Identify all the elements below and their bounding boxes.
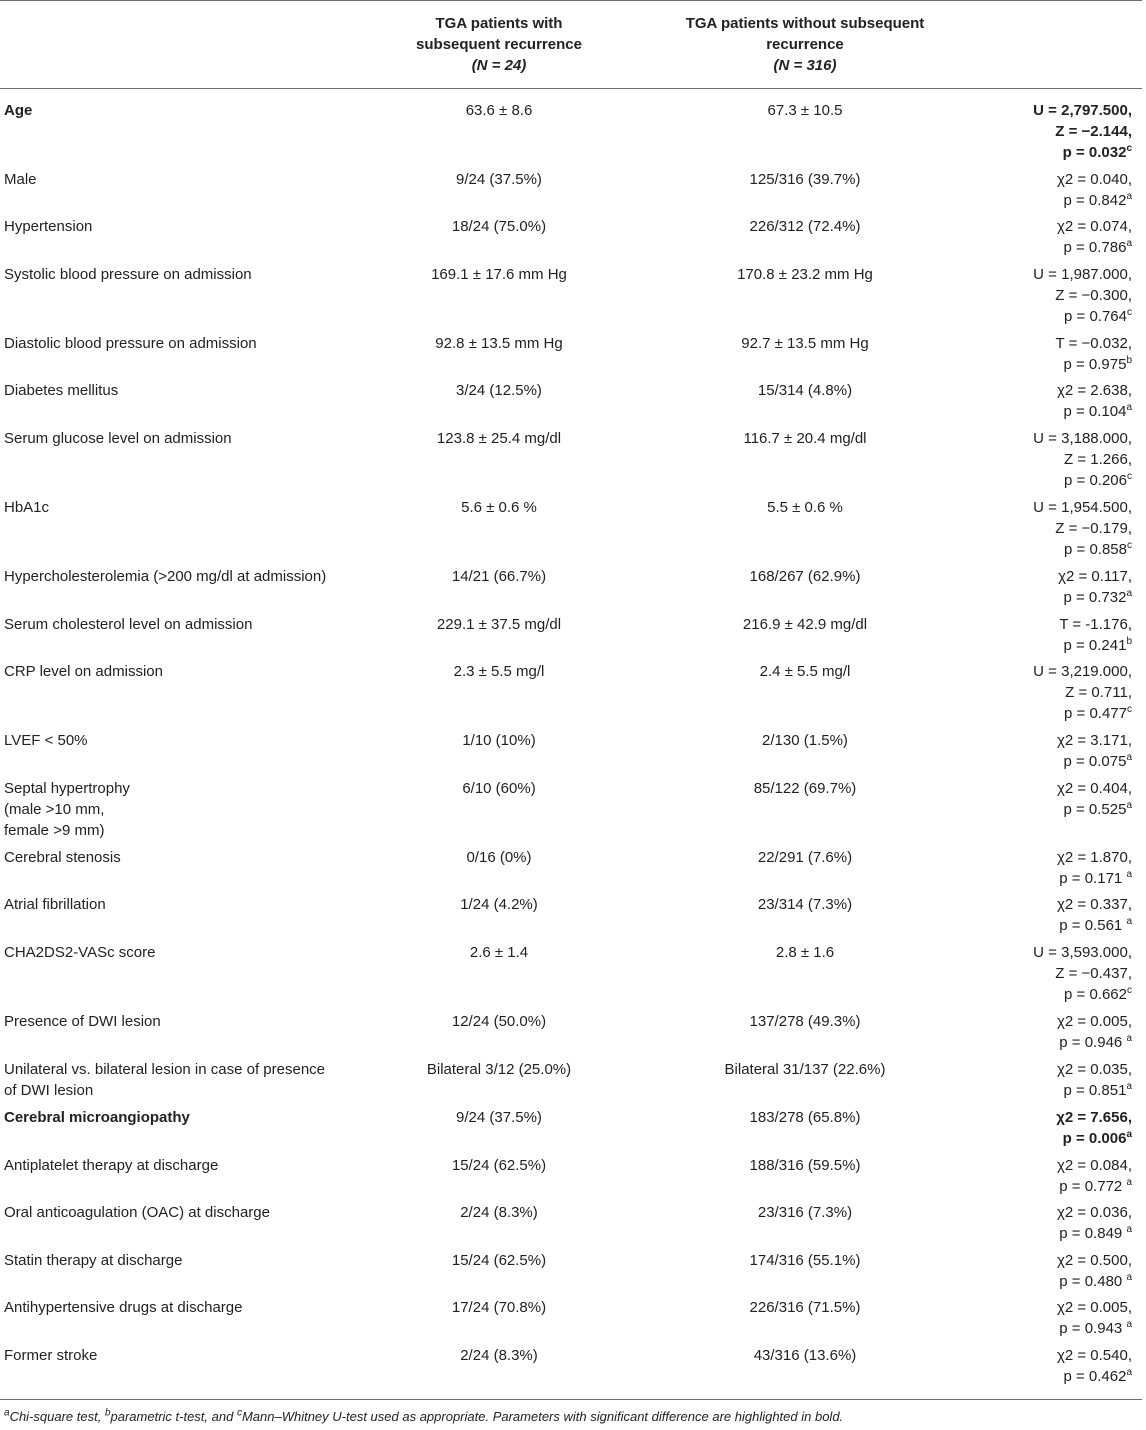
row-recurrence-value: 12/24 (50.0%) xyxy=(451,1013,547,1030)
row-no-recurrence-value: 170.8 ± 23.2 mm Hg xyxy=(737,266,873,283)
test-footnote-mark: a xyxy=(1126,191,1132,202)
test-footnote-mark: a xyxy=(1126,402,1132,413)
row-no-recurrence-value: 188/316 (59.5%) xyxy=(749,1157,861,1174)
row-no-recurrence-value: 23/316 (7.3%) xyxy=(757,1204,853,1221)
row-label: Cerebral microangiopathy xyxy=(4,1109,190,1126)
test-footnote-mark: a xyxy=(1126,1319,1132,1330)
header-no-recurrence-line2: recurrence xyxy=(766,36,844,53)
row-label: Antihypertensive drugs at discharge xyxy=(4,1299,243,1316)
statistic-line xyxy=(940,661,1132,682)
row-recurrence-value: Bilateral 3/12 (25.0%) xyxy=(426,1061,572,1078)
row-statistic xyxy=(940,1202,1132,1244)
statistic-text: χ2 = 2.638, xyxy=(1056,382,1132,399)
statistic-text: U = 1,954.500, xyxy=(1033,499,1132,516)
row-label: Hypertension xyxy=(4,218,93,235)
row-no-recurrence-value: 15/314 (4.8%) xyxy=(757,382,853,399)
statistic-text: p = 0.104 xyxy=(1063,403,1127,420)
row-recurrence-value: 1/24 (4.2%) xyxy=(460,896,538,913)
footnote-c-text: Mann–Whitney U-test used as appropriate. Parameters with significant difference are highlighted in bold. xyxy=(241,1409,844,1424)
statistic-line xyxy=(940,847,1132,868)
statistic-line xyxy=(940,237,1132,258)
row-statistic xyxy=(940,1250,1132,1292)
statistic-line xyxy=(940,1176,1132,1197)
row-label: Former stroke xyxy=(4,1347,98,1364)
header-recurrence-n: (N = 24) xyxy=(471,57,527,74)
statistic-text: χ2 = 0.540, xyxy=(1056,1347,1132,1364)
row-label: CRP level on admission xyxy=(4,663,163,680)
statistic-text: U = 3,593.000, xyxy=(1033,944,1132,961)
row-recurrence-value: 18/24 (75.0%) xyxy=(451,218,547,235)
footnote-b-text: parametric t-test, and xyxy=(110,1409,237,1424)
header-no-recurrence-line1: TGA patients without subsequent xyxy=(685,15,925,32)
row-label: Systolic blood pressure on admission xyxy=(4,266,252,283)
row-statistic xyxy=(940,169,1132,211)
statistic-line xyxy=(940,730,1132,751)
statistic-line xyxy=(940,401,1132,422)
row-label: Diabetes mellitus xyxy=(4,382,119,399)
row-statistic xyxy=(940,1345,1132,1387)
statistic-text: T = −0.032, xyxy=(1055,335,1132,352)
row-statistic xyxy=(940,566,1132,608)
header-rule xyxy=(0,88,1142,89)
statistic-text: Z = −0.179, xyxy=(1055,520,1132,537)
row-no-recurrence-value: 22/291 (7.6%) xyxy=(757,849,853,866)
statistic-line xyxy=(940,1366,1132,1387)
statistic-text: p = 0.858 xyxy=(1064,541,1127,558)
statistic-line xyxy=(940,1202,1132,1223)
header-no-recurrence xyxy=(676,13,934,76)
test-footnote-mark: a xyxy=(1126,1177,1132,1188)
statistic-line xyxy=(940,169,1132,190)
statistic-text: p = 0.561 xyxy=(1059,917,1127,934)
statistic-text: χ2 = 1.870, xyxy=(1056,849,1132,866)
row-statistic xyxy=(940,661,1132,724)
statistic-text: p = 0.732 xyxy=(1063,589,1127,606)
test-footnote-mark: c xyxy=(1127,704,1132,715)
row-statistic xyxy=(940,428,1132,491)
row-recurrence-value: 9/24 (37.5%) xyxy=(456,171,542,188)
statistic-text: χ2 = 0.074, xyxy=(1056,218,1132,235)
statistic-text: p = 0.975 xyxy=(1063,356,1127,373)
statistic-line xyxy=(940,333,1132,354)
statistic-line xyxy=(940,1059,1132,1080)
statistic-text: U = 2,797.500, xyxy=(1033,102,1132,119)
test-footnote-mark: c xyxy=(1127,471,1132,482)
row-statistic xyxy=(940,1059,1132,1101)
test-footnote-mark: a xyxy=(1126,1081,1132,1092)
statistic-text: p = 0.206 xyxy=(1064,472,1127,489)
statistic-line xyxy=(940,100,1132,121)
statistic-line xyxy=(940,1318,1132,1339)
statistic-text: p = 0.842 xyxy=(1063,192,1127,209)
test-footnote-mark: a xyxy=(1126,1129,1132,1140)
row-recurrence-value: 169.1 ± 17.6 mm Hg xyxy=(431,266,567,283)
row-label: Hypercholesterolemia (>200 mg/dl at admission) xyxy=(4,568,327,585)
statistic-line xyxy=(940,984,1132,1005)
row-recurrence-value: 229.1 ± 37.5 mg/dl xyxy=(436,616,562,633)
row-recurrence-value: 9/24 (37.5%) xyxy=(456,1109,542,1126)
row-recurrence-value: 2/24 (8.3%) xyxy=(460,1204,538,1221)
statistic-text: p = 0.171 xyxy=(1059,870,1127,887)
statistic-text: p = 0.764 xyxy=(1064,308,1127,325)
statistic-line xyxy=(940,470,1132,491)
statistic-text: p = 0.006 xyxy=(1062,1130,1127,1147)
test-footnote-mark: a xyxy=(1126,869,1132,880)
row-no-recurrence-value: 137/278 (49.3%) xyxy=(749,1013,861,1030)
row-no-recurrence-value: 168/267 (62.9%) xyxy=(749,568,861,585)
footnote-mark-c: c xyxy=(236,1407,242,1419)
statistic-line xyxy=(940,799,1132,820)
row-statistic xyxy=(940,614,1132,656)
row-no-recurrence-value: 183/278 (65.8%) xyxy=(749,1109,861,1126)
row-label: Unilateral vs. bilateral lesion in case of presence of DWI lesion xyxy=(4,1061,325,1099)
row-no-recurrence-value: Bilateral 31/137 (22.6%) xyxy=(724,1061,886,1078)
test-footnote-mark: a xyxy=(1126,916,1132,927)
statistic-line xyxy=(940,915,1132,936)
row-statistic xyxy=(940,100,1132,163)
row-statistic xyxy=(940,778,1132,820)
statistic-line xyxy=(940,1345,1132,1366)
row-label: LVEF < 50% xyxy=(4,732,88,749)
statistic-line xyxy=(940,354,1132,375)
row-statistic xyxy=(940,894,1132,936)
test-footnote-mark: a xyxy=(1126,238,1132,249)
header-recurrence xyxy=(368,13,630,76)
statistic-line xyxy=(940,587,1132,608)
test-footnote-mark: c xyxy=(1127,540,1132,551)
row-label: Atrial fibrillation xyxy=(4,896,106,913)
statistic-line xyxy=(940,1011,1132,1032)
row-no-recurrence-value: 2.8 ± 1.6 xyxy=(775,944,835,961)
row-label: Serum cholesterol level on admission xyxy=(4,616,253,633)
test-footnote-mark: a xyxy=(1126,1033,1132,1044)
row-recurrence-value: 123.8 ± 25.4 mg/dl xyxy=(436,430,562,447)
row-recurrence-value: 2/24 (8.3%) xyxy=(460,1347,538,1364)
statistic-text: χ2 = 0.040, xyxy=(1056,171,1132,188)
test-footnote-mark: a xyxy=(1126,588,1132,599)
test-footnote-mark: a xyxy=(1126,752,1132,763)
statistic-text: p = 0.772 xyxy=(1059,1178,1127,1195)
row-statistic xyxy=(940,216,1132,258)
statistic-text: p = 0.849 xyxy=(1059,1225,1127,1242)
statistic-text: p = 0.462 xyxy=(1063,1368,1127,1385)
statistic-line xyxy=(940,264,1132,285)
statistic-text: χ2 = 0.404, xyxy=(1056,780,1132,797)
row-recurrence-value: 17/24 (70.8%) xyxy=(451,1299,547,1316)
statistic-line xyxy=(940,121,1132,142)
row-statistic xyxy=(940,333,1132,375)
statistic-text: U = 3,219.000, xyxy=(1033,663,1132,680)
row-no-recurrence-value: 43/316 (13.6%) xyxy=(753,1347,857,1364)
row-label: Presence of DWI lesion xyxy=(4,1013,161,1030)
statistic-line xyxy=(940,868,1132,889)
row-no-recurrence-value: 226/316 (71.5%) xyxy=(749,1299,861,1316)
row-no-recurrence-value: 226/312 (72.4%) xyxy=(749,218,861,235)
statistic-text: p = 0.241 xyxy=(1063,637,1127,654)
statistic-text: p = 0.662 xyxy=(1064,986,1127,1003)
statistic-line xyxy=(940,942,1132,963)
row-no-recurrence-value: 85/122 (69.7%) xyxy=(753,780,857,797)
statistic-text: χ2 = 0.337, xyxy=(1056,896,1132,913)
row-no-recurrence-value: 116.7 ± 20.4 mg/dl xyxy=(743,430,867,447)
row-statistic xyxy=(940,1011,1132,1053)
table-footnote xyxy=(4,1408,1142,1426)
statistic-text: Z = −2.144, xyxy=(1055,123,1132,140)
row-label: Antiplatelet therapy at discharge xyxy=(4,1157,219,1174)
footnote-mark-b: b xyxy=(104,1407,111,1419)
statistic-line xyxy=(940,428,1132,449)
statistic-text: χ2 = 0.035, xyxy=(1056,1061,1132,1078)
row-recurrence-value: 15/24 (62.5%) xyxy=(451,1252,547,1269)
statistic-line xyxy=(940,539,1132,560)
statistic-text: p = 0.946 xyxy=(1059,1034,1127,1051)
statistic-text: χ2 = 0.117, xyxy=(1058,568,1132,585)
row-no-recurrence-value: 125/316 (39.7%) xyxy=(749,171,861,188)
row-no-recurrence-value: 216.9 ± 42.9 mg/dl xyxy=(742,616,868,633)
row-recurrence-value: 14/21 (66.7%) xyxy=(451,568,547,585)
statistic-line xyxy=(940,306,1132,327)
test-footnote-mark: b xyxy=(1126,355,1132,366)
row-recurrence-value: 2.6 ± 1.4 xyxy=(469,944,529,961)
statistic-line xyxy=(940,894,1132,915)
statistic-line xyxy=(940,1080,1132,1101)
statistic-text: χ2 = 3.171, xyxy=(1056,732,1132,749)
row-label: Male xyxy=(4,171,37,188)
row-recurrence-value: 92.8 ± 13.5 mm Hg xyxy=(435,335,563,352)
row-statistic xyxy=(940,942,1132,1005)
statistic-text: χ2 = 0.005, xyxy=(1056,1013,1132,1030)
header-recurrence-line1: TGA patients with xyxy=(435,15,563,32)
statistic-text: χ2 = 0.084, xyxy=(1056,1157,1132,1174)
statistic-line xyxy=(940,1223,1132,1244)
statistic-line xyxy=(940,566,1132,587)
row-recurrence-value: 15/24 (62.5%) xyxy=(451,1157,547,1174)
row-recurrence-value: 6/10 (60%) xyxy=(462,780,536,797)
row-label: Diastolic blood pressure on admission xyxy=(4,335,257,352)
statistic-line xyxy=(940,285,1132,306)
test-footnote-mark: c xyxy=(1127,307,1132,318)
row-no-recurrence-value: 174/316 (55.1%) xyxy=(749,1252,861,1269)
test-footnote-mark: a xyxy=(1126,1367,1132,1378)
test-footnote-mark: a xyxy=(1126,1224,1132,1235)
row-label: HbA1c xyxy=(4,499,50,516)
statistic-line xyxy=(940,142,1132,163)
statistic-line xyxy=(940,682,1132,703)
statistic-line xyxy=(940,751,1132,772)
test-footnote-mark: c xyxy=(1126,143,1132,154)
statistic-text: χ2 = 0.005, xyxy=(1056,1299,1132,1316)
statistic-text: p = 0.075 xyxy=(1063,753,1127,770)
row-recurrence-value: 5.6 ± 0.6 % xyxy=(461,499,537,516)
row-statistic xyxy=(940,1297,1132,1339)
statistic-text: p = 0.480 xyxy=(1059,1273,1127,1290)
statistic-line xyxy=(940,497,1132,518)
row-recurrence-value: 2.3 ± 5.5 mg/l xyxy=(453,663,545,680)
statistic-line xyxy=(940,1297,1132,1318)
test-footnote-mark: a xyxy=(1126,800,1132,811)
row-recurrence-value: 1/10 (10%) xyxy=(462,732,536,749)
row-no-recurrence-value: 23/314 (7.3%) xyxy=(757,896,853,913)
statistic-line xyxy=(940,380,1132,401)
statistic-line xyxy=(940,1250,1132,1271)
row-statistic xyxy=(940,1107,1132,1149)
row-statistic xyxy=(940,730,1132,772)
statistic-text: χ2 = 0.036, xyxy=(1056,1204,1132,1221)
row-label: Septal hypertrophy (male >10 mm, female >9 mm) xyxy=(4,780,130,839)
row-recurrence-value: 3/24 (12.5%) xyxy=(456,382,542,399)
footnote-a-text: Chi-square test, xyxy=(9,1409,105,1424)
statistic-line xyxy=(940,614,1132,635)
statistic-line xyxy=(940,1032,1132,1053)
table-bottom-rule xyxy=(0,1399,1142,1400)
statistic-text: χ2 = 7.656, xyxy=(1056,1109,1132,1126)
row-label: Serum glucose level on admission xyxy=(4,430,232,447)
statistic-text: p = 0.851 xyxy=(1063,1082,1127,1099)
header-recurrence-line2: subsequent recurrence xyxy=(416,36,582,53)
statistic-text: U = 3,188.000, xyxy=(1033,430,1132,447)
row-label: Cerebral stenosis xyxy=(4,849,121,866)
test-footnote-mark: a xyxy=(1126,1272,1132,1283)
test-footnote-mark: c xyxy=(1127,985,1132,996)
statistic-text: p = 0.032 xyxy=(1062,144,1127,161)
row-no-recurrence-value: 2/130 (1.5%) xyxy=(762,732,848,749)
statistic-text: U = 1,987.000, xyxy=(1033,266,1132,283)
statistic-text: χ2 = 0.500, xyxy=(1056,1252,1132,1269)
row-no-recurrence-value: 5.5 ± 0.6 % xyxy=(767,499,843,516)
statistic-line xyxy=(940,1128,1132,1149)
row-statistic xyxy=(940,380,1132,422)
row-label: Statin therapy at discharge xyxy=(4,1252,183,1269)
statistic-line xyxy=(940,190,1132,211)
statistic-line xyxy=(940,1271,1132,1292)
statistic-text: Z = 1.266, xyxy=(1064,451,1132,468)
row-recurrence-value: 63.6 ± 8.6 xyxy=(465,102,533,119)
statistic-line xyxy=(940,1107,1132,1128)
row-label: Age xyxy=(4,102,33,119)
test-footnote-mark: b xyxy=(1126,636,1132,647)
statistic-line xyxy=(940,635,1132,656)
row-label: CHA2DS2-VASc score xyxy=(4,944,156,961)
row-no-recurrence-value: 92.7 ± 13.5 mm Hg xyxy=(741,335,869,352)
statistic-line xyxy=(940,1155,1132,1176)
row-label: Oral anticoagulation (OAC) at discharge xyxy=(4,1204,270,1221)
row-recurrence-value: 0/16 (0%) xyxy=(466,849,532,866)
statistic-text: Z = 0.711, xyxy=(1065,684,1132,701)
row-no-recurrence-value: 67.3 ± 10.5 xyxy=(767,102,843,119)
statistic-text: p = 0.943 xyxy=(1059,1320,1127,1337)
statistic-text: p = 0.477 xyxy=(1064,705,1127,722)
footnote-mark-a: a xyxy=(4,1407,10,1419)
header-no-recurrence-n: (N = 316) xyxy=(773,57,837,74)
row-no-recurrence-value: 2.4 ± 5.5 mg/l xyxy=(759,663,851,680)
statistic-text: p = 0.525 xyxy=(1063,801,1127,818)
statistic-line xyxy=(940,778,1132,799)
row-statistic xyxy=(940,497,1132,560)
row-statistic xyxy=(940,1155,1132,1197)
statistic-text: Z = −0.437, xyxy=(1055,965,1132,982)
statistic-line xyxy=(940,703,1132,724)
statistic-line xyxy=(940,963,1132,984)
statistic-line xyxy=(940,216,1132,237)
statistic-text: p = 0.786 xyxy=(1063,239,1127,256)
table-top-rule xyxy=(0,0,1142,1)
statistic-text: T = -1.176, xyxy=(1059,616,1132,633)
statistic-line xyxy=(940,449,1132,470)
row-statistic xyxy=(940,847,1132,889)
row-statistic xyxy=(940,264,1132,327)
statistic-line xyxy=(940,518,1132,539)
statistic-text: Z = −0.300, xyxy=(1055,287,1132,304)
